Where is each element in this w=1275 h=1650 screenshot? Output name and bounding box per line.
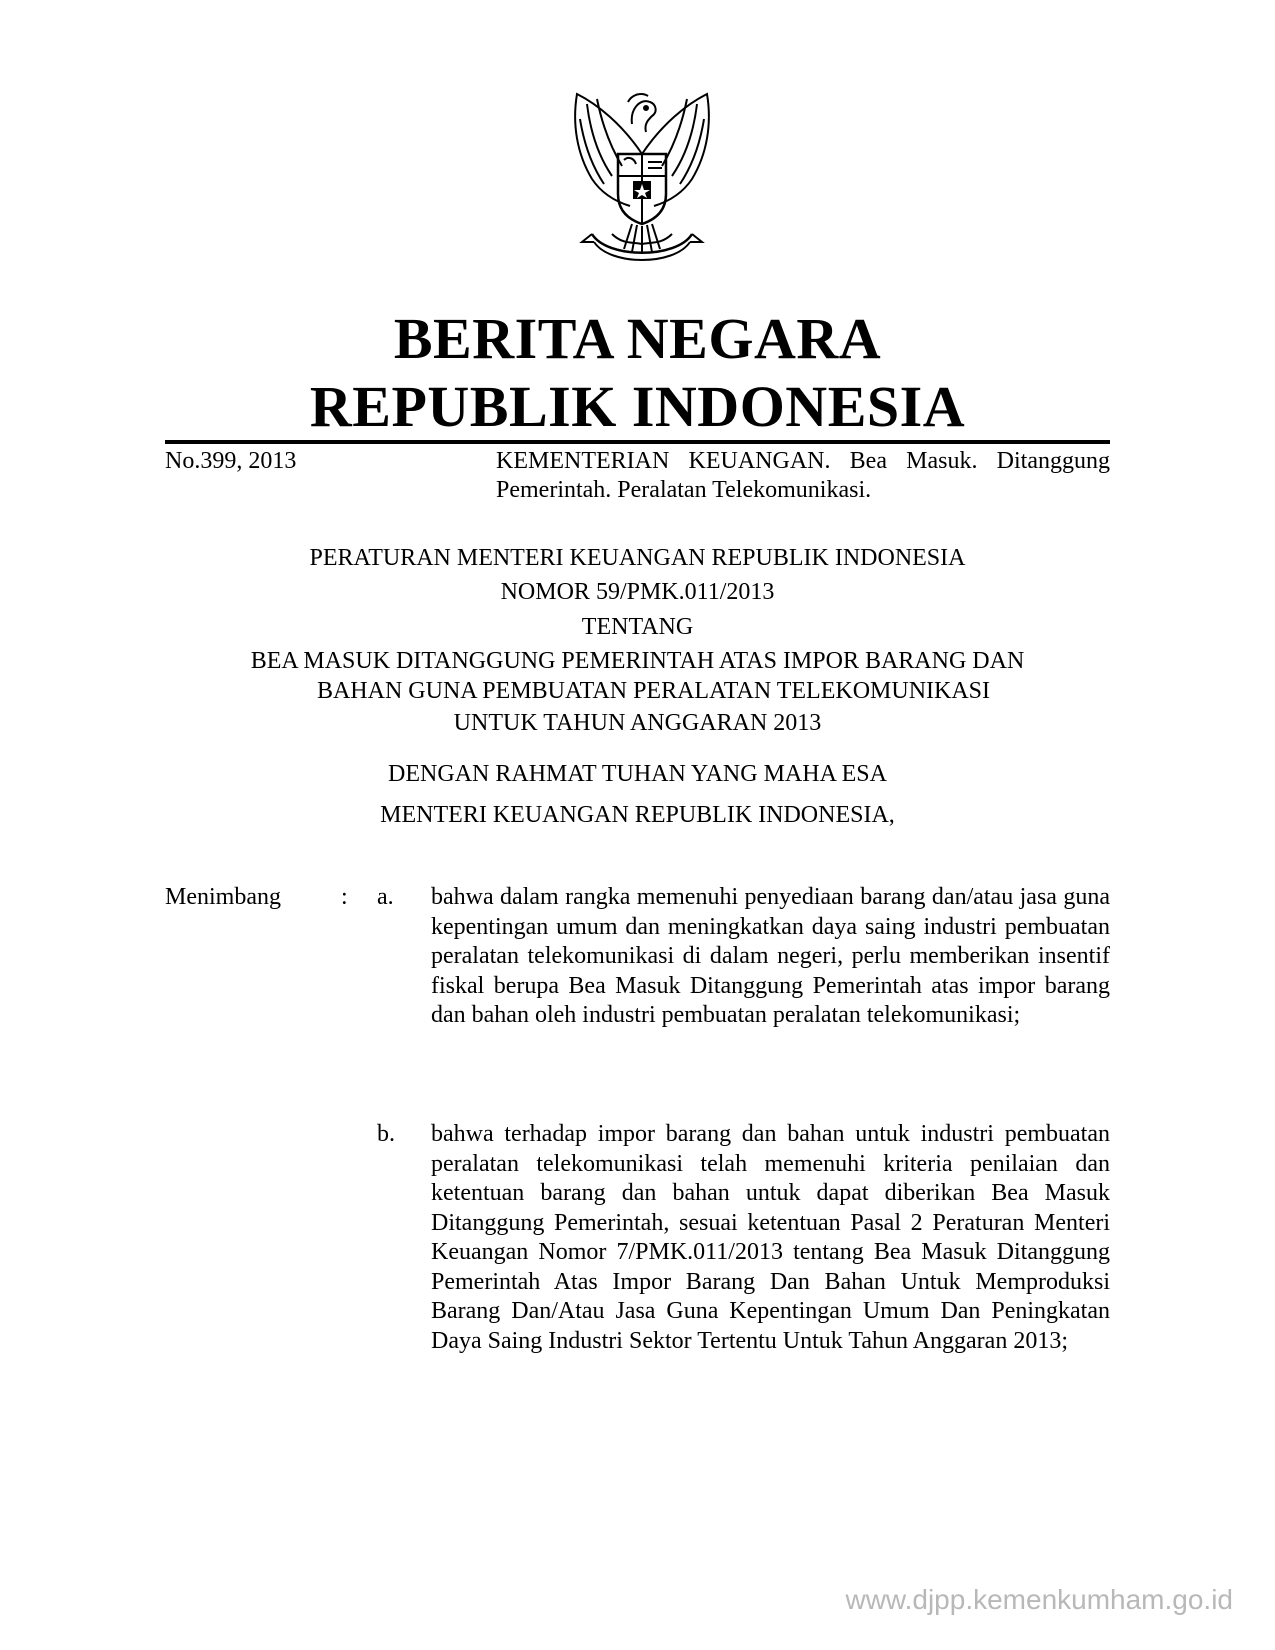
menimbang-section — [165, 883, 1110, 1483]
footer-watermark-url: www.djpp.kemenkumham.go.id — [845, 1584, 1233, 1615]
invocation: DENGAN RAHMAT TUHAN YANG MAHA ESA — [388, 761, 887, 787]
regulation-number: NOMOR 59/PMK.011/2013 — [500, 579, 775, 605]
gazette-title-line1: BERITA NEGARA — [393, 306, 882, 371]
item-a-text: bahwa dalam rangka memenuhi penyediaan barang dan/atau jasa guna kepentingan umum dan meningkatkan daya saing industri pembuatan peralatan telekomunikasi di dalam negeri, perlu memberikan insentif fiskal berupa Bea Masuk Ditanggung Pemerintah atas impor barang dan bahan oleh industri pembuatan peralatan telekomunikasi; — [431, 884, 1110, 1028]
menimbang-colon: : — [341, 884, 348, 910]
item-a-letter: a. — [377, 884, 394, 910]
regulation-subject-line1: BEA MASUK DITANGGUNG PEMERINTAH ATAS IMPOR BARANG DAN — [250, 648, 1025, 674]
garuda-emblem-icon — [552, 84, 732, 284]
gazette-subject: KEMENTERIAN KEUANGAN. Bea Masuk. Ditanggung Pemerintah. Peralatan Telekomunikasi. — [496, 448, 1110, 503]
menimbang-label: Menimbang — [165, 884, 281, 910]
header-divider — [165, 440, 1110, 444]
regulation-title: PERATURAN MENTERI KEUANGAN REPUBLIK INDONESIA — [309, 545, 966, 571]
regulation-subject-line2: BAHAN GUNA PEMBUATAN PERALATAN TELEKOMUNIKASI — [316, 678, 991, 704]
item-b-text: bahwa terhadap impor barang dan bahan untuk industri pembuatan peralatan telekomunikasi telah memenuhi kriteria penilaian dan ketentuan barang dan bahan untuk dapat diberikan Bea Masuk Ditanggung Pemerintah, sesuai ketentuan Pasal 2 Peraturan Menteri Keuangan Nomor 7/PMK.011/2013 tentang Bea Masuk Ditanggung Pemerintah Atas Impor Barang Dan Bahan Untuk Memproduksi Barang Dan/Atau Jasa Guna Kepentingan Umum Dan Peningkatan Daya Saing Industri Sektor Tertentu Untuk Tahun Anggaran 2013; — [431, 1121, 1110, 1354]
gazette-title-line2: REPUBLIK INDONESIA — [309, 374, 966, 439]
regulation-tentang: TENTANG — [581, 614, 694, 640]
regulation-subject-line3: UNTUK TAHUN ANGGARAN 2013 — [453, 710, 822, 736]
gazette-number: No.399, 2013 — [165, 448, 297, 474]
item-b-letter: b. — [377, 1121, 395, 1147]
issuer: MENTERI KEUANGAN REPUBLIK INDONESIA, — [380, 802, 895, 828]
